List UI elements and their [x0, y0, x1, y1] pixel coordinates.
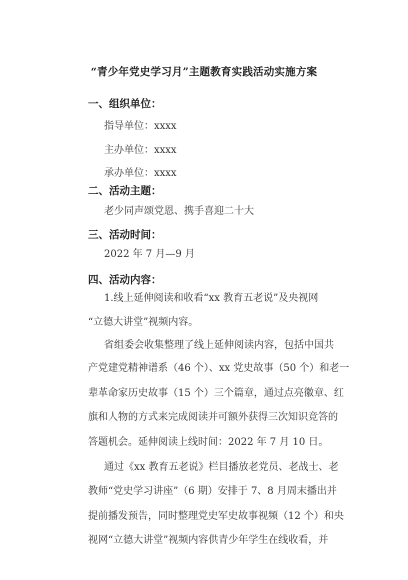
organizer-unit-line: 承办单位：xxxx [104, 168, 177, 179]
paragraph-line: 辈革命家历史故事（15 个）三个篇章，通过点亮徽章、红 [88, 387, 344, 399]
guiding-unit-line: 指导单位：xxxx [104, 121, 177, 132]
paragraph-line: 旗和人物的方式来完成阅读并可额外获得三次知识竞答的 [88, 412, 338, 423]
host-unit-line: 主办单位：xxxx [104, 145, 177, 156]
paragraph-line: 视网“立德大讲堂”视频内容供青少年学生在线收看，并 [88, 535, 329, 546]
content-paragraph-3 [88, 486, 364, 560]
content-paragraph-1 [104, 293, 374, 318]
paragraph-line: 通过《xx 教育五老说》栏目播放老党员、老战士、老 [104, 462, 339, 473]
content-paragraph-2-first [104, 340, 364, 365]
time-text: 2022 年 7 月—9 月 [104, 249, 195, 260]
content-paragraph-1-cont [88, 317, 358, 342]
paragraph-line: “立德大讲堂”视频内容。 [88, 317, 199, 328]
document-title: “青少年党史学习月”主题教育实践活动实施方案 [90, 66, 318, 78]
section-heading-organizers: 一、组织单位： [88, 98, 162, 110]
section-heading-theme: 二、活动主题： [88, 185, 162, 197]
paragraph-line: 教师“党史学习讲座”（6 期）安排于 7、8 月周末播出并 [88, 486, 337, 497]
section-heading-content: 四、活动内容： [88, 274, 162, 286]
paragraph-line: 产党建党精神谱系（46 个）、xx 党史故事（50 个）和老一 [88, 363, 350, 374]
paragraph-line: 答题机会。延伸阅读上线时间：2022 年 7 月 10 日。 [88, 436, 329, 448]
section-heading-time: 三、活动时间： [88, 229, 162, 241]
paragraph-line: 省组委会收集整理了线上延伸阅读内容，包括中国共 [104, 340, 334, 351]
content-paragraph-2 [88, 363, 364, 461]
theme-text: 老少同声颂党恩、携手喜迎二十大 [104, 206, 254, 217]
paragraph-line: 1.线上延伸阅读和收看“xx 教育五老说”及央视网 [104, 293, 319, 304]
paragraph-line: 提前播发预告，同时整理党史军史故事视频（12 个）和央 [88, 510, 344, 522]
content-paragraph-3-first [104, 462, 364, 487]
